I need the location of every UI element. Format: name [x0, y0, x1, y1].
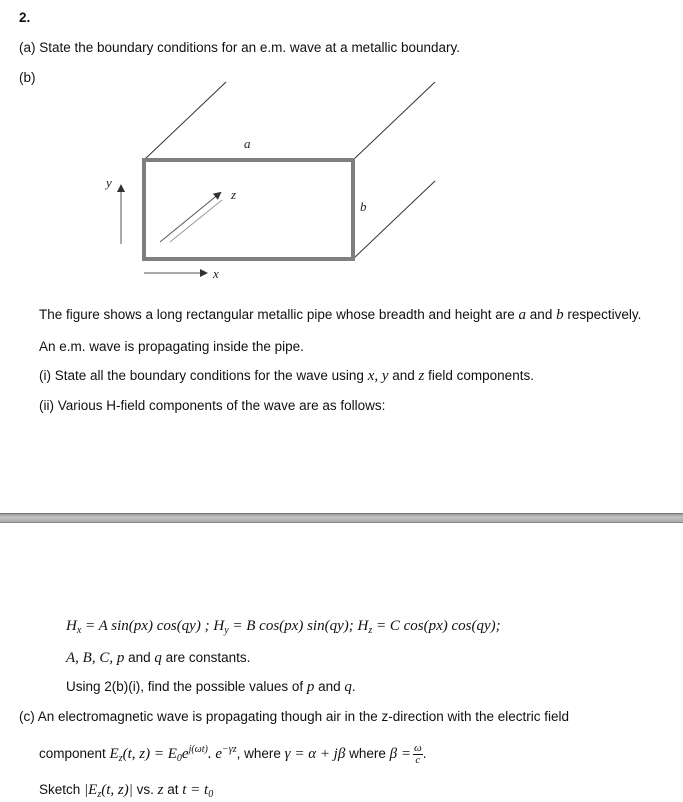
electric-field-component: component $E_z(t$, $z) = E_0e^{j(\omega t)}$. $e^{-\gamma z}$, where γ = α + jβ where β = $\frac{\omega}{c}$ . — [39, 742, 427, 766]
pipe-description: The figure shows a long rectangular metallic pipe whose breadth and height are a and b respectively. — [39, 307, 642, 323]
omega-over-c-fraction: $\frac{\omega}{c}$ — [413, 742, 422, 766]
pipe-edge-top-right — [353, 82, 435, 160]
pipe-edge-top-left — [144, 82, 226, 160]
part-c-text: (c) An electromagnetic wave is propagating though air in the z-direction with the electric field — [19, 709, 570, 724]
item-ii-text: (ii) Various H-field components of the wave are as follows: — [39, 398, 386, 413]
label-y: y — [106, 175, 112, 190]
z-axis-arrow — [160, 193, 220, 242]
propagation-text: An e.m. wave is propagating inside the pipe. — [39, 339, 304, 354]
page-divider — [0, 513, 683, 523]
using-line: Using 2(b)(i), find the possible values of p and q. — [66, 679, 356, 695]
label-x: x — [213, 266, 219, 281]
pipe-diagram — [0, 0, 683, 300]
h-field-equations: $H_x = A$ sin(px) cos(qy) ; $H_y = B$ cos(px) sin(qy); $H_z = C$ cos(px) cos(qy); — [66, 618, 501, 636]
label-z: z — [231, 187, 237, 202]
z-axis-shadow — [170, 200, 222, 242]
pipe-edge-bottom-right — [353, 181, 435, 259]
part-a-text: (a) State the boundary conditions for an e.m. wave at a metallic boundary. — [19, 40, 460, 55]
label-b: b — [360, 199, 367, 214]
sketch-line: Sketch $|E_z(t$, z)| vs. z at $t = t_0$ — [39, 782, 214, 800]
item-i-text: (i) State all the boundary conditions for the wave using x, y and z field components. — [39, 368, 534, 384]
question-number: 2. — [19, 10, 31, 25]
pipe-cross-section — [144, 160, 353, 259]
part-b-label: (b) — [19, 70, 36, 85]
constants-line: A, B, C, p and q are constants. — [66, 650, 251, 666]
label-a: a — [244, 136, 251, 151]
